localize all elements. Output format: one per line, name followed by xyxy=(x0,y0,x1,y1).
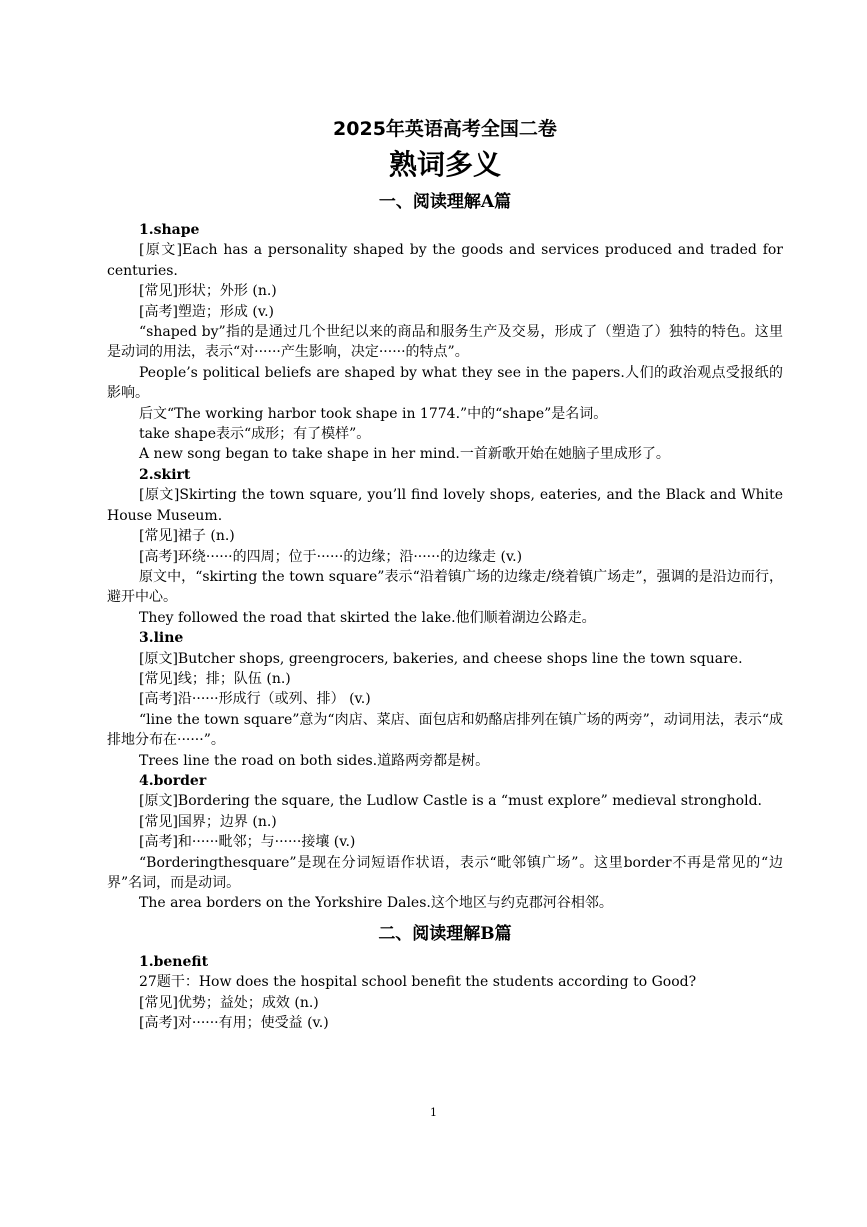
entry-text: “shaped by”指的是通过几个世纪以来的商品和服务生产及交易，形成了（塑造了）独特的特色。这里是动词的用法，表示“对······产生影响，决定······的特点”。 xyxy=(107,324,783,361)
document-subtitle: 熟词多义 xyxy=(388,148,501,181)
entry-text: [常见]优势；益处；成效 (n.) xyxy=(139,994,319,1011)
entry-text: People’s political beliefs are shaped by what they see in the papers.人们的政治观点受报纸的影响。 xyxy=(107,364,783,402)
document-title: 2025年英语高考全国二卷 xyxy=(333,118,557,140)
entry-text: [常见]形状；外形 (n.) xyxy=(139,283,277,300)
entry-text: [常见]线；排；队伍 (n.) xyxy=(139,670,291,687)
entry-heading: 2.skirt xyxy=(139,466,191,483)
entry-text: [原文]Skirting the town square, you’ll find lovely shops, eateries, and the Black and White House Museum. xyxy=(107,487,783,524)
entry-text: A new song began to take shape in her mind.一首新歌开始在她脑子里成形了。 xyxy=(139,446,670,463)
entry-heading: 4.border xyxy=(139,772,207,789)
entry-text: Trees line the road on both sides.道路两旁都是树。 xyxy=(139,752,490,769)
entry-heading: 3.line xyxy=(139,630,184,647)
entry-heading: 1.benefit xyxy=(139,953,209,970)
section-heading: 一、阅读理解A篇 xyxy=(378,192,512,212)
entry-text: [高考]塑造；形成 (v.) xyxy=(139,303,274,320)
document-body xyxy=(107,116,783,1033)
sections-container xyxy=(107,190,783,1033)
entry-text: [原文]Each has a personality shaped by the goods and services produced and traded for centuries. xyxy=(107,242,783,279)
entry-text: [高考]和······毗邻；与······接壤 (v.) xyxy=(139,834,356,851)
entry-text: 后文“The working harbor took shape in 1774.”中的“shape”是名词。 xyxy=(139,405,608,422)
section-heading: 二、阅读理解B篇 xyxy=(378,923,512,944)
entry-text: They followed the road that skirted the lake.他们顺着湖边公路走。 xyxy=(139,609,596,626)
entry-text: take shape表示“成形；有了模样”。 xyxy=(139,426,371,443)
entry-text: [高考]环绕······的四周；位于······的边缘；沿······的边缘走 (v.) xyxy=(139,548,523,565)
entry-text: 27题干：How does the hospital school benefit the students according to Good? xyxy=(139,974,697,991)
entry-text: [原文]Butcher shops, greengrocers, bakeries, and cheese shops line the town square. xyxy=(139,650,743,667)
page-number: 1 xyxy=(430,1106,437,1119)
entry-text: “Borderingthesquare”是现在分词短语作状语，表示“毗邻镇广场”。这里border不再是常见的“边界”名词，而是动词。 xyxy=(107,854,783,891)
entry-text: “line the town square”意为“肉店、菜店、面包店和奶酪店排列在镇广场的两旁”，动词用法，表示“成排地分布在······”。 xyxy=(107,711,783,749)
entry-text: [原文]Bordering the square, the Ludlow Castle is a “must explore” medieval stronghold. xyxy=(139,793,762,810)
entry-text: [高考]沿······形成行（或列、排） (v.) xyxy=(139,691,371,708)
entry-text: 原文中，“skirting the town square”表示“沿着镇广场的边缘走/绕着镇广场走”，强调的是沿边而行，避开中心。 xyxy=(107,568,783,606)
entry-text: The area borders on the Yorkshire Dales.这个地区与约克郡河谷相邻。 xyxy=(139,895,613,912)
entry-heading: 1.shape xyxy=(139,222,200,238)
entry-text: [常见]国界；边界 (n.) xyxy=(139,813,277,830)
entry-text: [常见]裙子 (n.) xyxy=(139,528,235,545)
entry-text: [高考]对······有用；使受益 (v.) xyxy=(139,1015,329,1032)
